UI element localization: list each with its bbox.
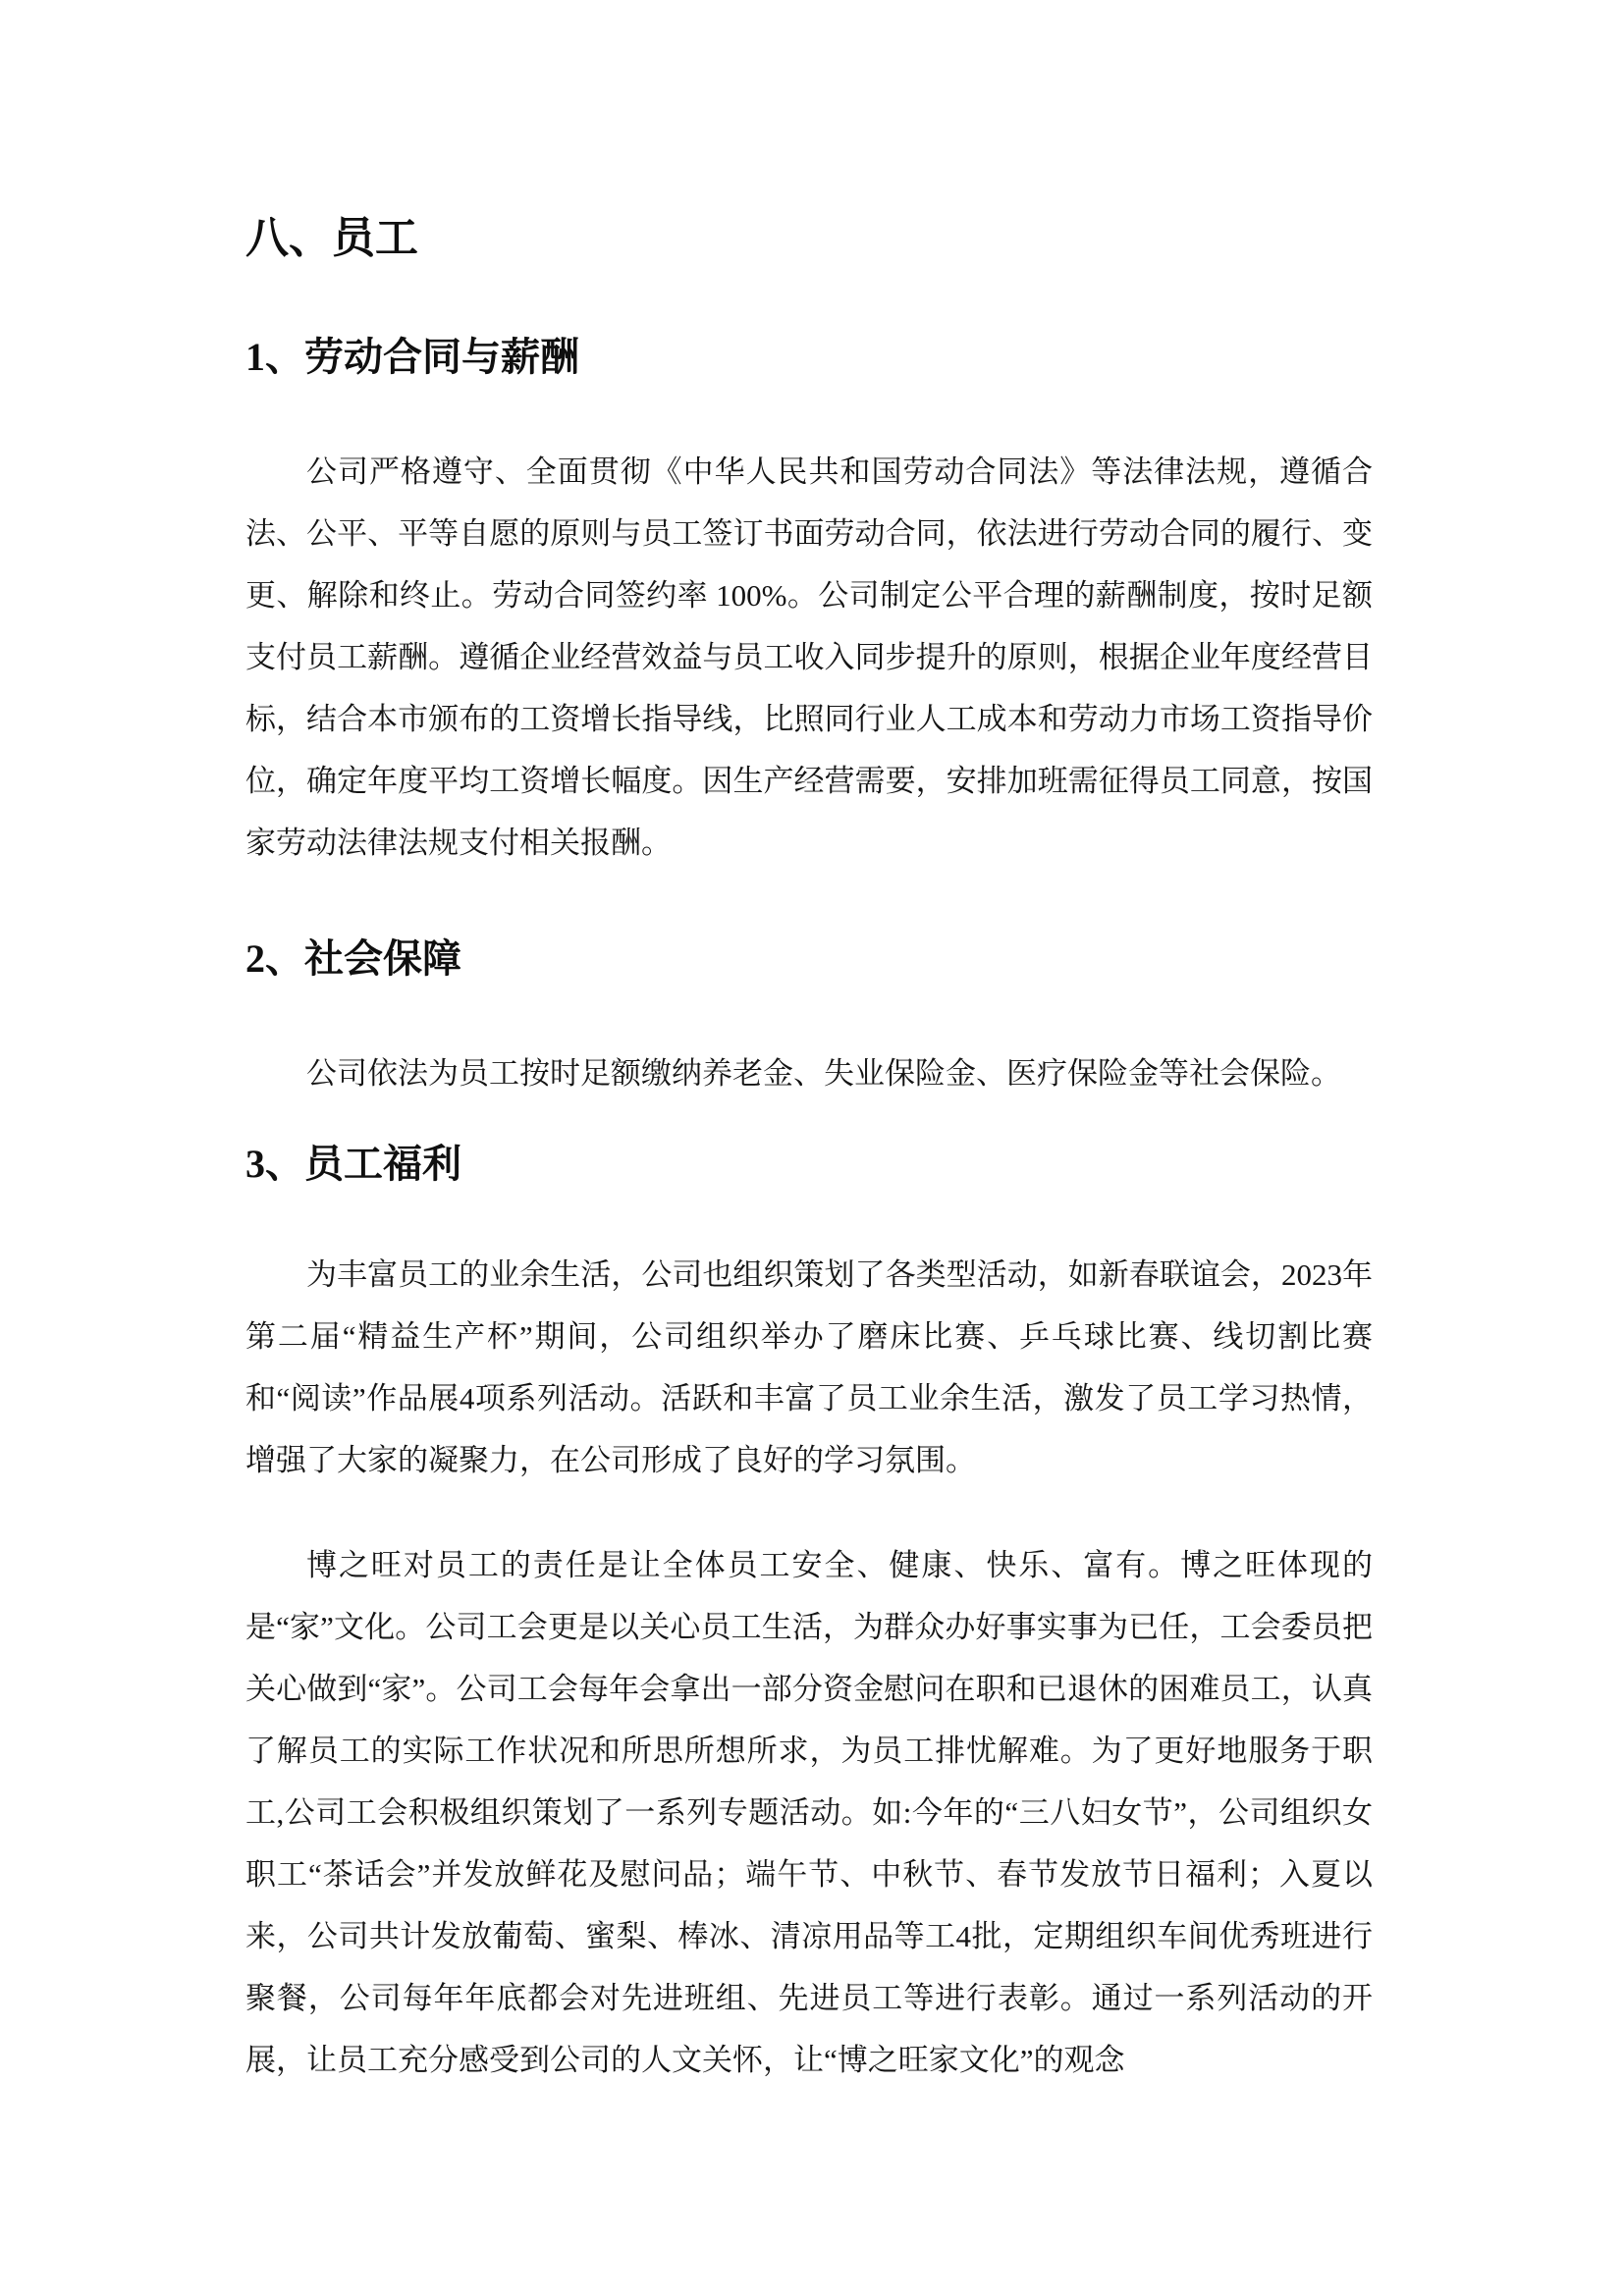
section-3-paragraph-2: 博之旺对员工的责任是让全体员工安全、健康、快乐、富有。博之旺体现的是“家”文化。公司工会更是以关心员工生活，为群众办好事实事为已任，工会委员把关心做到“家”。公司工会每年会拿出一部分资金慰问在职和已退休的困难员工，认真了解员工的实际工作状况和所思所想所求，为员工排忧解难。为了更好地服务于职工,公司工会积极组织策划了一系列专题活动。如:今年的“三八妇女节”，公司组织女职工“茶话会”并发放鲜花及慰问品；端午节、中秋节、春节发放节日福利；入夏以来，公司共计发放葡萄、蜜梨、棒冰、清凉用品等工4批，定期组织车间优秀班进行聚餐，公司每年年底都会对先进班组、先进员工等进行表彰。通过一系列活动的开展，让员工充分感受到公司的人文关怀，让“博之旺家文化”的观念 <box>245 1548 1373 2077</box>
section-1-heading: 1、劳动合同与薪酬 <box>245 335 579 379</box>
section-labor-contract-and-pay <box>245 333 1373 874</box>
section-3-paragraph-1: 为丰富员工的业余生活，公司也组织策划了各类型活动，如新春联谊会，2023年第二届“精益生产杯”期间，公司组织举办了磨床比赛、乒乓球比赛、线切割比赛和“阅读”作品展4项系列活动。活跃和丰富了员工业余生活，激发了员工学习热情，增强了大家的凝聚力，在公司形成了良好的学习氛围。 <box>245 1257 1373 1477</box>
section-1-paragraph: 公司严格遵守、全面贯彻《中华人民共和国劳动合同法》等法律法规，遵循合法、公平、平等自愿的原则与员工签订书面劳动合同，依法进行劳动合同的履行、变更、解除和终止。劳动合同签约率 100%。公司制定公平合理的薪酬制度，按时足额支付员工薪酬。遵循企业经营效益与员工收入同步提升的原则，根据企业年度经营目标，结合本市颁布的工资增长指导线，比照同行业人工成本和劳动力市场工资指导价位，确定年度平均工资增长幅度。因生产经营需要，安排加班需征得员工同意，按国家劳动法律法规支付相关报酬。 <box>245 454 1373 860</box>
chapter-title: 八、员工 <box>245 213 418 263</box>
section-2-paragraph: 公司依法为员工按时足额缴纳养老金、失业保险金、医疗保险金等社会保险。 <box>306 1056 1341 1091</box>
section-employee-benefits <box>245 1140 1373 2091</box>
section-social-security <box>245 934 1373 1104</box>
section-3-heading: 3、员工福利 <box>245 1142 461 1186</box>
section-2-heading: 2、社会保障 <box>245 936 461 981</box>
